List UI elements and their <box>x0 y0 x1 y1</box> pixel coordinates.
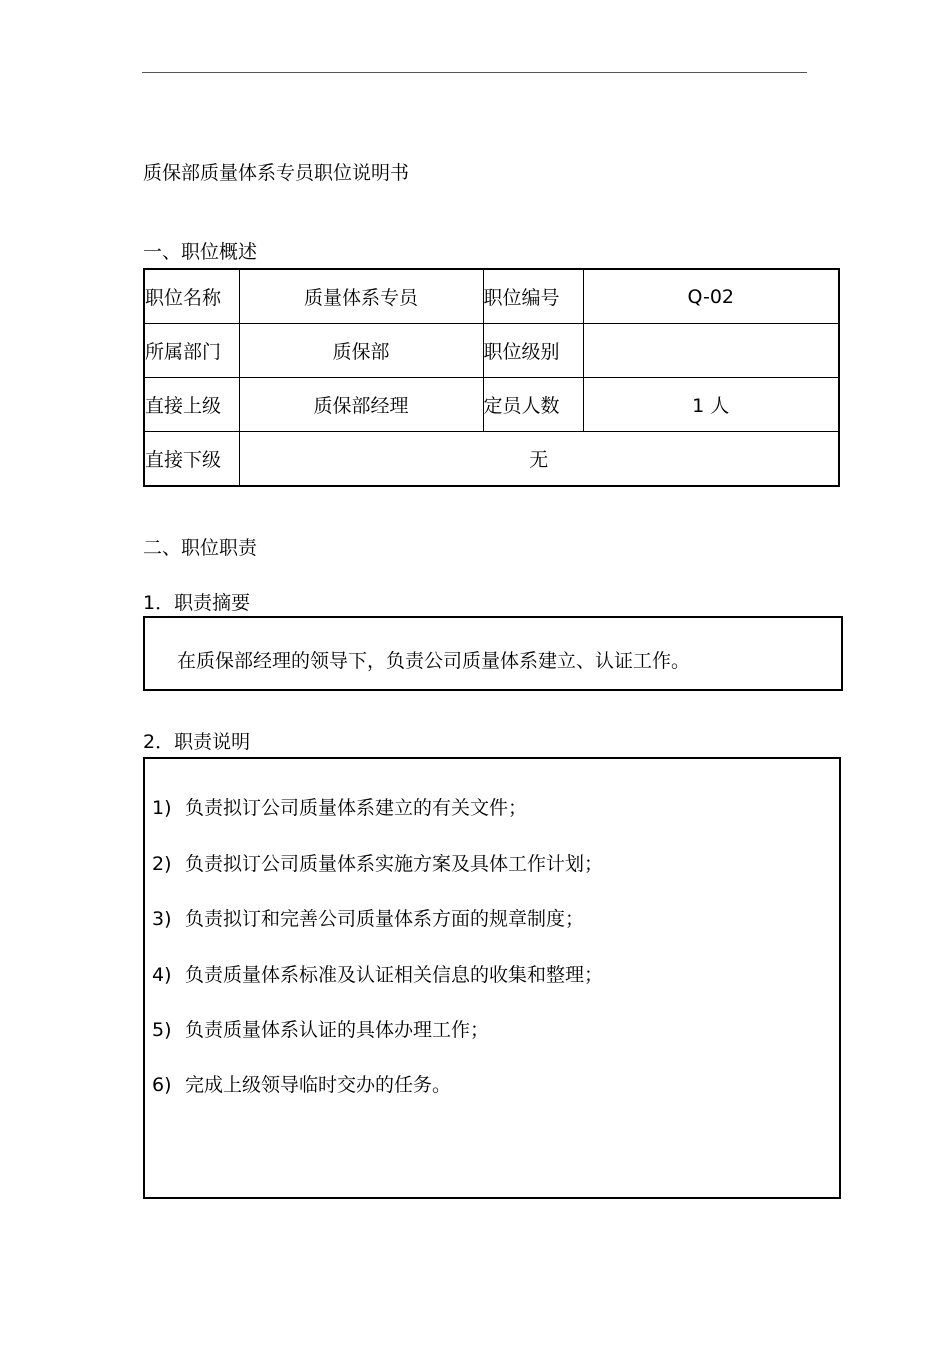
list-item-text: 负责质量体系认证的具体办理工作； <box>185 1019 490 1041</box>
overview-table <box>143 268 840 487</box>
list-item-number: 1) <box>152 797 172 819</box>
list-item <box>152 849 603 876</box>
list-item-number: 3) <box>152 908 172 930</box>
document-title: 质保部质量体系专员职位说明书 <box>143 162 410 184</box>
section-heading-overview: 一、职位概述 <box>143 241 258 263</box>
list-item <box>152 1070 451 1097</box>
subheading-duty-summary: 1．职责摘要 <box>143 592 251 614</box>
header-rule <box>142 72 807 73</box>
label-direct-subordinate: 直接下级 <box>144 432 239 487</box>
value-position-level <box>583 324 839 378</box>
value-direct-superior: 质保部经理 <box>239 378 483 432</box>
value-headcount: 1 人 <box>583 378 839 432</box>
value-direct-subordinate: 无 <box>239 432 839 487</box>
list-item-number: 6) <box>152 1074 172 1096</box>
table-row <box>144 432 839 487</box>
label-headcount: 定员人数 <box>483 378 583 432</box>
label-position-name: 职位名称 <box>144 269 239 324</box>
list-item-text: 完成上级领导临时交办的任务。 <box>185 1074 452 1096</box>
label-position-level: 职位级别 <box>483 324 583 378</box>
section-heading-duties: 二、职位职责 <box>143 537 258 559</box>
list-item-text: 负责拟订公司质量体系建立的有关文件； <box>185 797 528 819</box>
list-item <box>152 960 603 987</box>
list-item-text: 负责拟订公司质量体系实施方案及具体工作计划； <box>185 853 604 875</box>
list-item-text: 负责质量体系标准及认证相关信息的收集和整理； <box>185 964 604 986</box>
list-item-number: 2) <box>152 853 172 875</box>
list-item <box>152 1015 489 1042</box>
duty-summary-box <box>143 616 843 691</box>
list-item-text: 负责拟订和完善公司质量体系方面的规章制度； <box>185 908 585 930</box>
list-item <box>152 793 527 820</box>
label-position-code: 职位编号 <box>483 269 583 324</box>
value-department: 质保部 <box>239 324 483 378</box>
list-item-number: 4) <box>152 964 172 986</box>
table-row <box>144 269 839 324</box>
subheading-duty-details: 2．职责说明 <box>143 731 251 753</box>
label-direct-superior: 直接上级 <box>144 378 239 432</box>
table-row <box>144 378 839 432</box>
duty-summary-text: 在质保部经理的领导下，负责公司质量体系建立、认证工作。 <box>177 650 691 672</box>
table-row <box>144 324 839 378</box>
value-position-name: 质量体系专员 <box>239 269 483 324</box>
value-position-code: Q-02 <box>583 269 839 324</box>
list-item-number: 5) <box>152 1019 172 1041</box>
label-department: 所属部门 <box>144 324 239 378</box>
list-item <box>152 904 584 931</box>
